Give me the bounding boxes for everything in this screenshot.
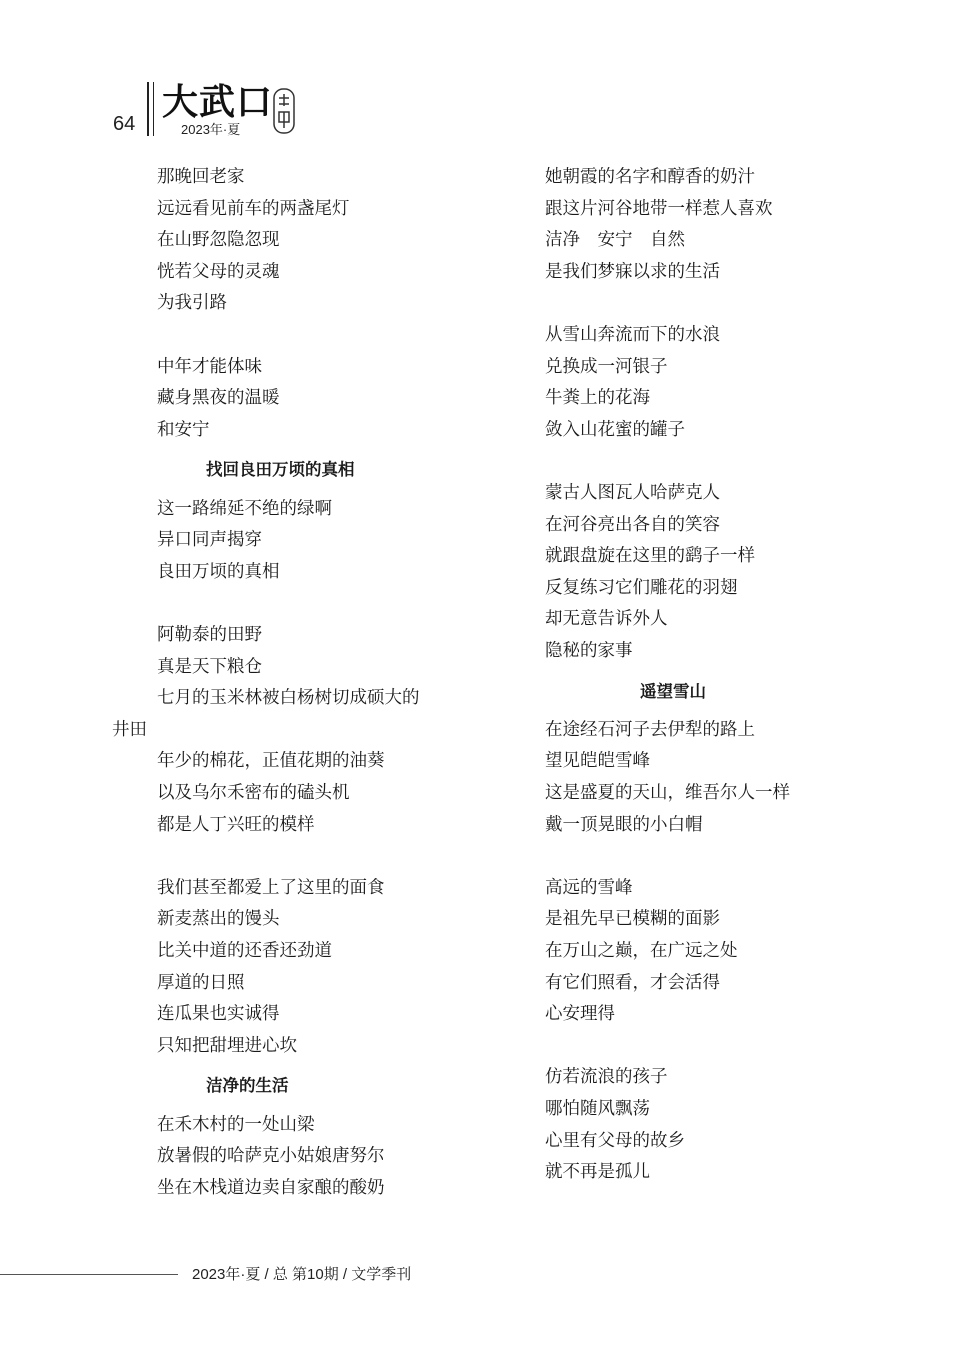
stanza-gap: [500, 1031, 900, 1063]
poem-line: 隐秘的家事: [545, 640, 633, 661]
magazine-issue: 2023年·夏: [181, 122, 241, 137]
poem-line: 是我们梦寐以求的生活: [545, 261, 720, 282]
poem-line: 中年才能体味: [157, 356, 262, 377]
poem-line: 在禾木村的一处山梁: [157, 1114, 315, 1135]
poem-line: 良田万顷的真相: [157, 561, 280, 582]
poem-title: 洁净的生活: [206, 1076, 289, 1096]
poem-line: 心里有父母的故乡: [545, 1130, 685, 1151]
poem-line: 年少的棉花，正值花期的油葵: [157, 751, 385, 772]
poem-line: 戴一顶晃眼的小白帽: [545, 814, 703, 835]
poem-column-right: [500, 162, 900, 1189]
poem-line: 藏身黑夜的温暖: [157, 388, 280, 409]
poem-line: 恍若父母的灵魂: [157, 261, 280, 282]
poem-title: 遥望雪山: [640, 681, 706, 701]
page-header: [0, 0, 977, 160]
poem-line: 以及乌尔禾密布的磕头机: [157, 783, 350, 804]
header-divider: [147, 82, 149, 136]
poem-line: 有它们照看，才会活得: [545, 972, 720, 993]
poem-line: 敛入山花蜜的罐子: [545, 419, 685, 440]
poem-line: 哪怕随风飘荡: [545, 1099, 650, 1120]
poem-line: 和安宁: [157, 419, 210, 440]
poem-line: 七月的玉米林被白杨树切成硕大的: [157, 688, 420, 709]
stanza-gap: [500, 446, 900, 478]
poem-line: 就跟盘旋在这里的鹞子一样: [545, 546, 755, 567]
poem-line: 蒙古人图瓦人哈萨克人: [545, 482, 720, 503]
poem-line: 心安理得: [545, 1004, 615, 1025]
poem-line: 就不再是孤儿: [545, 1162, 650, 1183]
poem-line: 连瓜果也实诚得: [157, 1004, 280, 1025]
poem-line: 我们甚至都爱上了这里的面食: [157, 877, 385, 898]
seal-logo-icon: [273, 88, 295, 134]
poem-line: 是祖先早已模糊的面影: [545, 909, 720, 930]
poem-line: 真是天下粮仓: [157, 656, 262, 677]
poem-line: 高远的雪峰: [545, 877, 633, 898]
poem-line: 井田: [112, 719, 147, 740]
poem-line: 在万山之巅，在广远之处: [545, 941, 738, 962]
poem-line: 兑换成一河银子: [545, 356, 668, 377]
poem-line: 坐在木栈道边卖自家酿的酸奶: [157, 1178, 385, 1198]
poem-line: 跟这片河谷地带一样惹人喜欢: [545, 198, 773, 219]
poem-line: 她朝霞的名字和醇香的奶汁: [545, 167, 755, 187]
stanza-gap: [500, 841, 900, 873]
poem-column-left: [112, 162, 492, 1205]
poem-line: 新麦蒸出的馒头: [157, 909, 280, 930]
stanza-gap: [112, 841, 492, 873]
poem-line: 阿勒泰的田野: [157, 625, 262, 646]
poem-line: 却无意告诉外人: [545, 609, 668, 630]
poem-line: 这一路绵延不绝的绿啊: [157, 498, 332, 519]
poem-line: 反复练习它们雕花的羽翅: [545, 577, 738, 598]
poem-line: 仿若流浪的孩子: [545, 1067, 668, 1088]
header-divider-thin: [153, 82, 154, 136]
poem-line: 那晚回老家: [157, 167, 245, 187]
poem-line: 都是人丁兴旺的模样: [157, 814, 315, 835]
poem-line: 厚道的日照: [157, 972, 245, 993]
magazine-title: 大武口: [162, 81, 274, 123]
poem-line: 在山野忽隐忽现: [157, 230, 280, 251]
page-number: 64: [113, 113, 136, 135]
stanza-gap: [500, 288, 900, 320]
footer-issue-info: 2023年·夏 / 总 第10期 / 文学季刊: [192, 1266, 412, 1283]
footer-rule: [0, 1274, 178, 1275]
poem-line: 在河谷亮出各自的笑容: [545, 514, 720, 535]
poem-line: 牛粪上的花海: [545, 388, 650, 409]
stanza-gap: [112, 320, 492, 352]
poem-line: 洁净 安宁 自然: [545, 230, 685, 251]
stanza-gap: [112, 589, 492, 621]
poem-title: 找回良田万顷的真相: [206, 460, 355, 480]
poem-line: 从雪山奔流而下的水浪: [545, 324, 720, 345]
poem-line: 这是盛夏的天山，维吾尔人一样: [545, 783, 790, 804]
poem-line: 在途经石河子去伊犁的路上: [545, 719, 755, 740]
poem-line: 放暑假的哈萨克小姑娘唐努尔: [157, 1146, 385, 1167]
poem-line: 只知把甜埋进心坎: [157, 1035, 297, 1056]
poem-line: 异口同声揭穿: [157, 530, 262, 551]
poem-line: 望见皑皑雪峰: [545, 751, 650, 772]
poem-line: 比关中道的还香还劲道: [157, 941, 332, 962]
poem-line: 为我引路: [157, 293, 227, 314]
poem-line: 远远看见前车的两盏尾灯: [157, 198, 350, 219]
